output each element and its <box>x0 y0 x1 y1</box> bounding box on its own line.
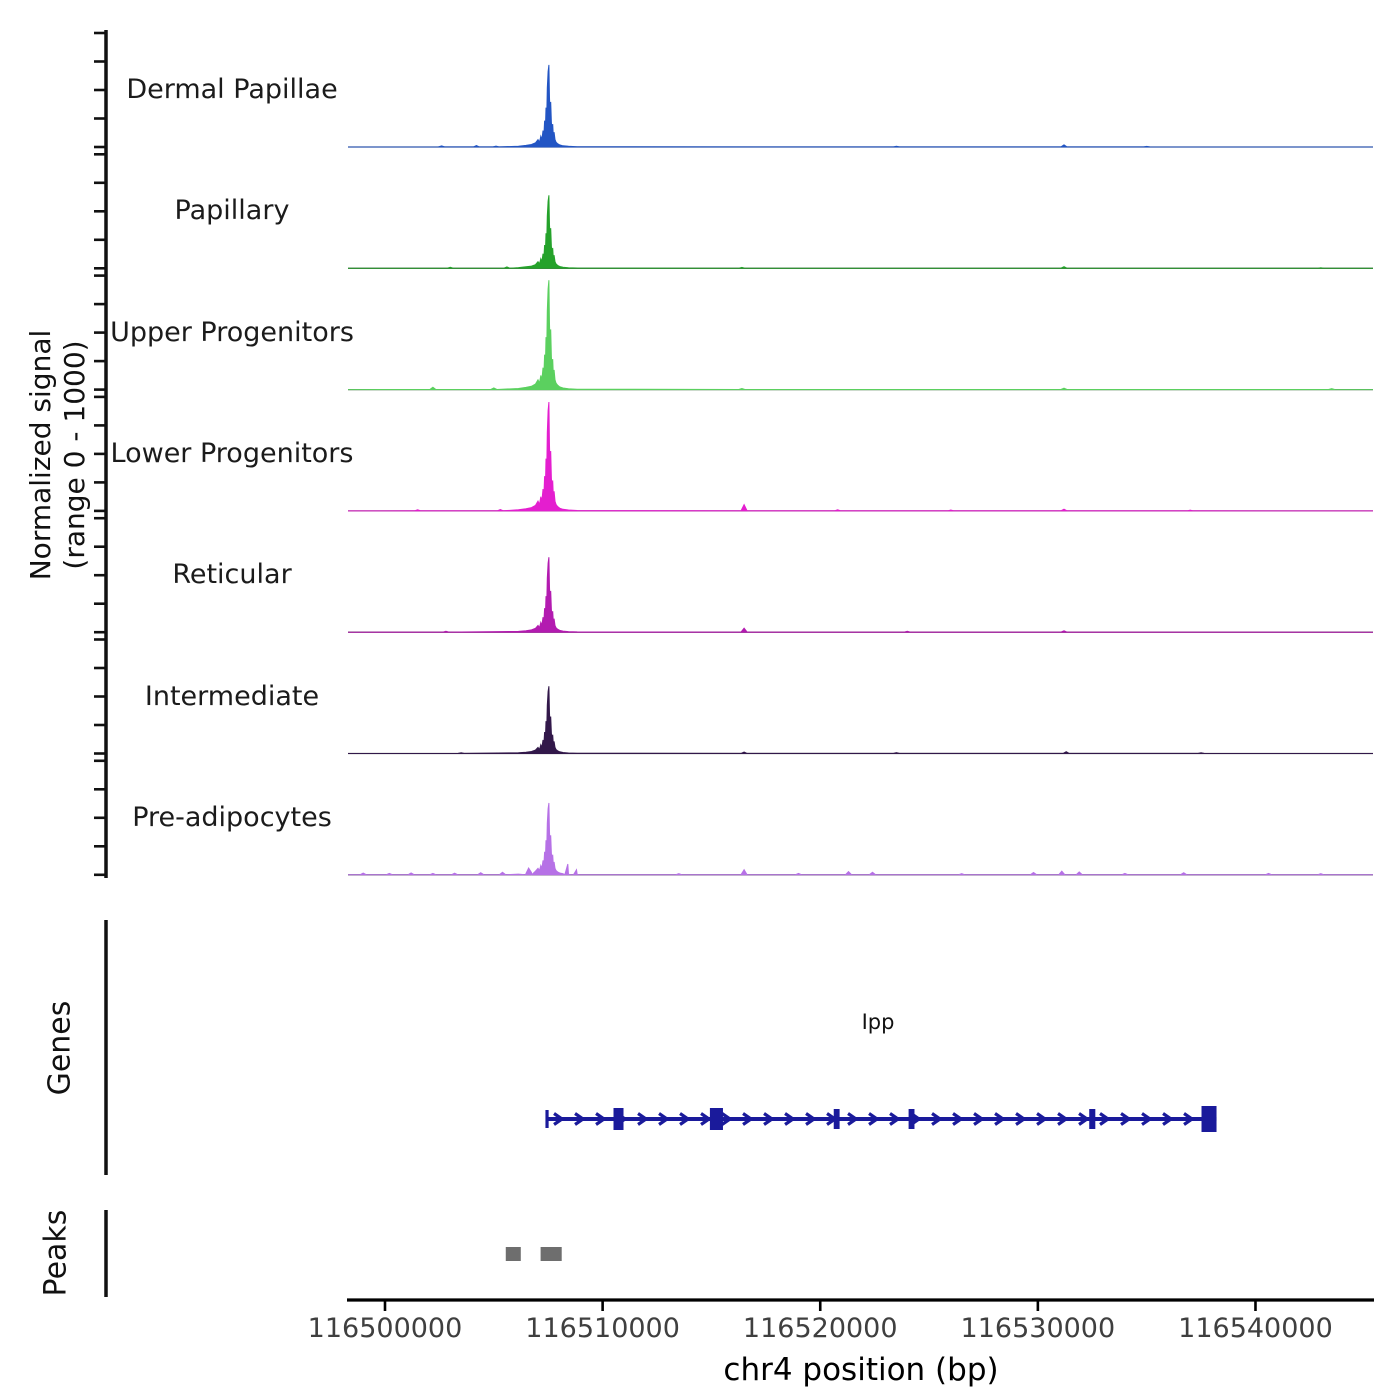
signal-area-papillary <box>348 195 1373 268</box>
signal-area-pre-adipocytes <box>348 803 1373 875</box>
gene-exon-box <box>710 1108 723 1130</box>
gene-exon-bar <box>834 1109 840 1129</box>
signal-area-upper-progenitors <box>348 280 1373 389</box>
gene-exon-box <box>613 1108 623 1130</box>
x-tick-label-116510000: 116510000 <box>525 1313 680 1344</box>
y-axis-label-line2: (range 0 - 1000) <box>58 340 91 570</box>
track-label-pre-adipocytes: Pre-adipocytes <box>132 801 332 833</box>
x-axis-title: chr4 position (bp) <box>723 1352 999 1388</box>
peaks-section-label: Peaks <box>38 1209 74 1297</box>
track-label-intermediate: Intermediate <box>144 680 320 712</box>
track-label-dermal-papillae: Dermal Papillae <box>126 74 338 105</box>
x-tick-label-116540000: 116540000 <box>1178 1313 1333 1344</box>
track-label-papillary: Papillary <box>174 195 290 227</box>
signal-area-dermal-papillae <box>348 65 1373 147</box>
peak-interval-1 <box>506 1247 521 1261</box>
gene-name-label: Ipp <box>861 1010 895 1034</box>
track-label-lower-progenitors: Lower Progenitors <box>110 437 354 469</box>
x-tick-label-116500000: 116500000 <box>307 1313 463 1344</box>
genes-section-label: Genes <box>42 1000 78 1096</box>
peak-interval-2 <box>541 1247 562 1261</box>
signal-area-reticular <box>348 557 1373 632</box>
x-tick-label-116530000: 116530000 <box>960 1313 1116 1344</box>
gene-exon-bar <box>909 1109 915 1129</box>
gene-exon-end_box <box>1202 1106 1217 1132</box>
signal-area-intermediate <box>348 686 1373 753</box>
signal-area-lower-progenitors <box>348 402 1373 511</box>
track-label-upper-progenitors: Upper Progenitors <box>110 316 354 348</box>
gene-exon-bar <box>1089 1109 1095 1129</box>
track-label-reticular: Reticular <box>172 559 292 591</box>
y-axis-label-line1: Normalized signal <box>24 329 57 581</box>
x-tick-label-116520000: 116520000 <box>742 1313 898 1344</box>
y-axis-label <box>24 330 92 581</box>
